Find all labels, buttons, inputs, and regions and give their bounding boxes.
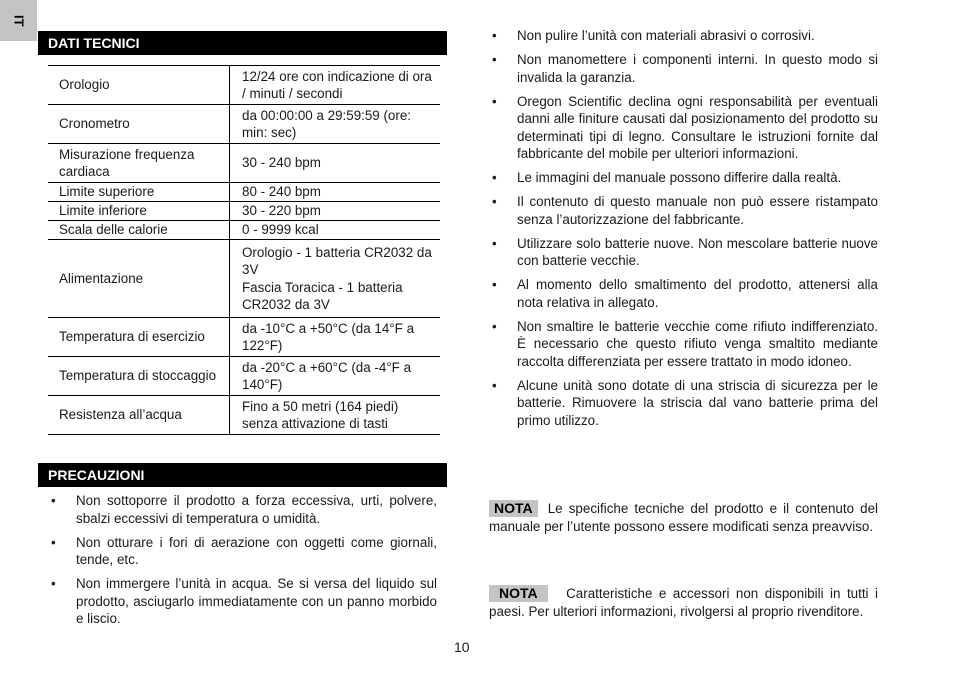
note-availability [489,585,878,620]
specs-table [48,65,440,435]
page-number: 10 [454,639,470,655]
spec-label: Limite inferiore [48,202,230,221]
spec-value: da 00:00:00 a 29:59:59 (ore: min: sec) [230,105,441,144]
precaution-item: • Il contenuto di questo manuale non può essere ristampato senza l’autorizzazione del fabbricante. [489,193,878,228]
precaution-item: • Le immagini del manuale possono differire dalla realtà. [489,169,878,187]
note-label: NOTA [489,585,548,602]
precaution-item: • Non immergere l’unità in acqua. Se si versa del liquido sul prodotto, asciugarlo immediatamente con un panno morbido e liscio. [48,575,437,628]
spec-label: Resistenza all’acqua [48,396,230,435]
precautions-list-left [48,492,437,634]
language-tab-label: IT [11,14,27,27]
precaution-item: • Non sottoporre il prodotto a forza eccessiva, urti, polvere, sbalzi eccessivi di temperatura o umidità. [48,492,437,527]
precaution-item: • Non pulire l’unità con materiali abrasivi o corrosivi. [489,27,878,45]
precaution-item: • Al momento dello smaltimento del prodotto, attenersi alla nota relativa in allegato. [489,276,878,311]
specs-row [48,202,440,221]
spec-label: Cronometro [48,105,230,144]
spec-label: Temperatura di stoccaggio [48,357,230,396]
spec-value: da -20°C a +60°C (da -4°F a 140°F) [230,357,441,396]
spec-value: da -10°C a +50°C (da 14°F a 122°F) [230,318,441,357]
specs-row [48,221,440,240]
precaution-item: • Oregon Scientific declina ogni responsabilità per eventuali danni alle finiture causati dal posizionamento del prodotto su determinati tipi di legno. Consultare le istruzioni fornite dal fabbricante del mobile per ulteriori informazioni. [489,93,878,163]
precautions-list-right [489,27,878,436]
language-tab [0,0,37,41]
spec-value: 30 - 240 bpm [230,144,441,183]
specs-row [48,357,440,396]
spec-label: Misurazione frequenza cardiaca [48,144,230,183]
precautions-section-title: PRECAUZIONI [38,463,447,487]
spec-value: 30 - 220 bpm [230,202,441,221]
specs-row [48,240,440,318]
precaution-item: • Non otturare i fori di aerazione con oggetti come giornali, tende, etc. [48,534,437,569]
spec-label: Scala delle calorie [48,221,230,240]
note-specs-change [489,500,878,535]
specs-row [48,66,440,105]
specs-section-title: DATI TECNICI [38,31,447,55]
spec-value: 12/24 ore con indicazione di ora / minuti / secondi [230,66,441,105]
spec-label: Orologio [48,66,230,105]
specs-row [48,144,440,183]
note-text: Caratteristiche e accessori non disponibili in tutti i paesi. Per ulteriori informazioni, rivolgersi al proprio rivenditore. [489,586,878,619]
spec-value: 0 - 9999 kcal [230,221,441,240]
spec-value: 80 - 240 bpm [230,183,441,202]
specs-row [48,183,440,202]
note-label: NOTA [489,500,538,517]
spec-label: Alimentazione [48,240,230,318]
specs-row [48,105,440,144]
precaution-item: • Non smaltire le batterie vecchie come rifiuto indifferenziato. È necessario che questo rifiuto venga smaltito mediante raccolta differenziata per essere trattato in modo idoneo. [489,318,878,371]
precaution-item: • Non manomettere i componenti interni. In questo modo si invalida la garanzia. [489,51,878,86]
spec-label: Temperatura di esercizio [48,318,230,357]
precaution-item: • Alcune unità sono dotate di una striscia di sicurezza per le batterie. Rimuovere la striscia dal vano batterie prima del primo utilizzo. [489,377,878,430]
note-text: Le specifiche tecniche del prodotto e il contenuto del manuale per l’utente possono essere modificati senza preavviso. [489,501,878,534]
spec-value: Fino a 50 metri (164 piedi) senza attivazione di tasti [230,396,441,435]
spec-value: Orologio - 1 batteria CR2032 da 3V Fascia Toracica - 1 batteria CR2032 da 3V [230,240,441,318]
spec-label: Limite superiore [48,183,230,202]
specs-row [48,318,440,357]
precaution-item: • Utilizzare solo batterie nuove. Non mescolare batterie nuove con batterie vecchie. [489,235,878,270]
specs-row [48,396,440,435]
